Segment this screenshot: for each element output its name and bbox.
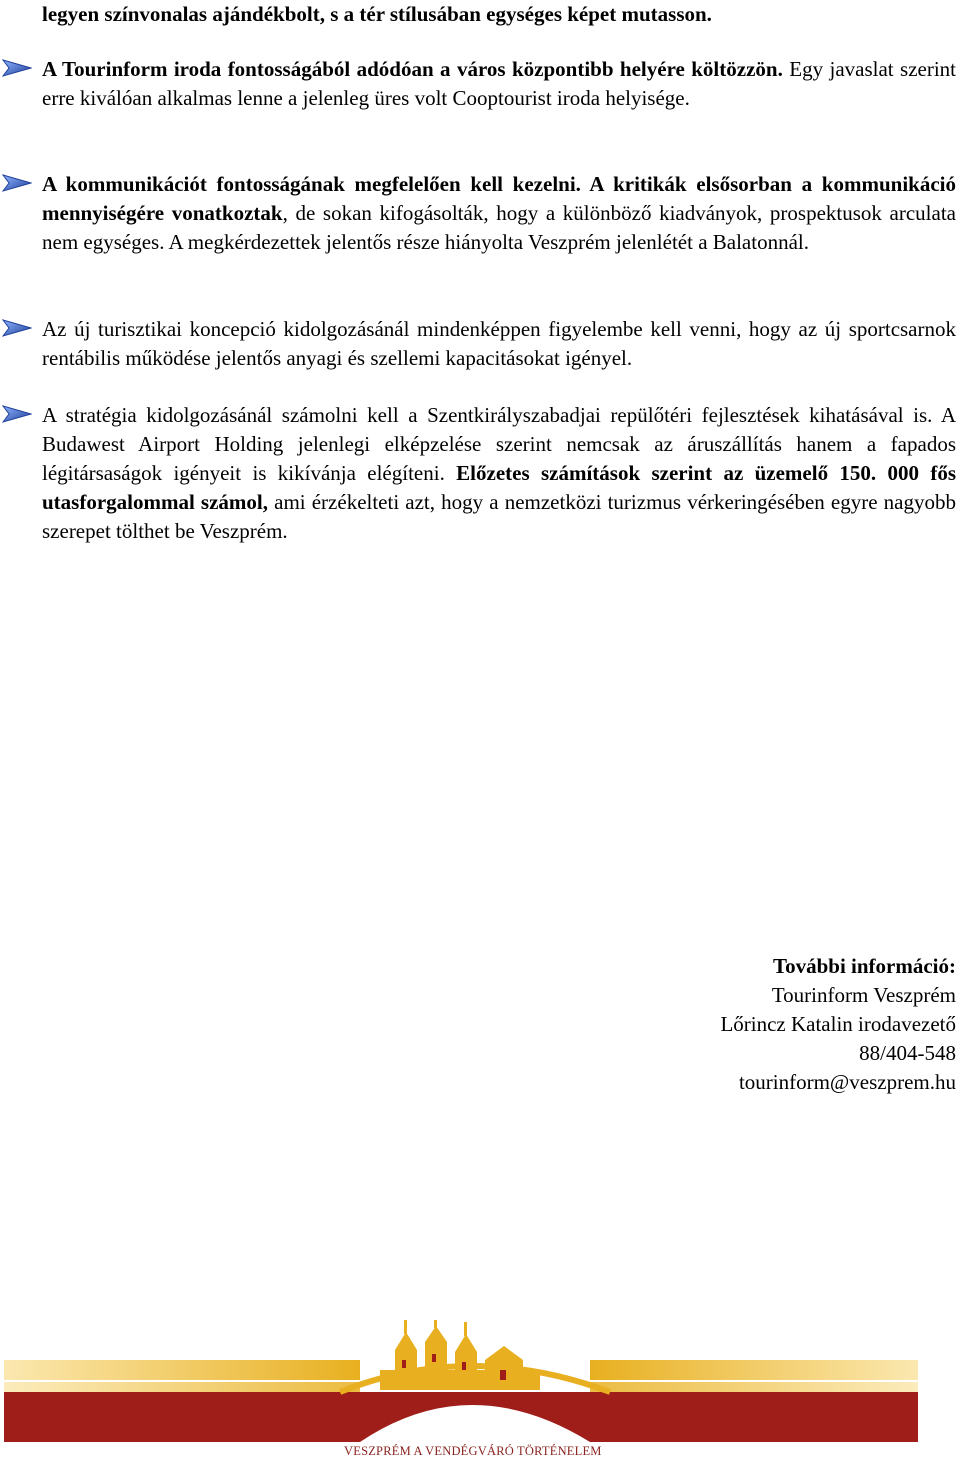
paragraph-4-text-2: ami érzékelteti azt, hogy a nemzetközi turizmus vérkeringésében egyre nagyobb szerepet tölthet be Veszprém. [42,490,956,543]
arrow-bullet-icon [2,58,32,78]
footer-caption: VESZPRÉM A VENDÉGVÁRÓ TÖRTÉNELEM [344,1444,602,1458]
contact-email: tourinform@veszprem.hu [738,1070,956,1094]
paragraph-0 [42,0,956,29]
paragraph-1-bold: A Tourinform iroda fontosságából adódóan a város központibb helyére költözzön. [42,57,783,81]
contact-block [720,952,956,1097]
paragraph-2-bold: A kommunikációt fontosságának megfelelően kell kezelni. A kritikák elsősorban a kommunikáció mennyiségére vonatkoztak [42,172,956,225]
contact-person: Lőrincz Katalin irodavezető [720,1012,956,1036]
paragraph-2 [42,170,956,257]
arrow-bullet-icon [2,318,32,338]
paragraph-1 [42,55,956,113]
paragraph-4-bold: Előzetes számítások szerint az üzemelő 150. 000 fős utasforgalommal számol, [42,461,956,514]
paragraph-2-text: , de sokan kifogásolták, hogy a különböző kiadványok, prospektusok arculata nem egységes. A megkérdezettek jelentős része hiányolta Veszprém jelenlétét a Balatonnál. [42,201,956,254]
paragraph-3-text: Az új turisztikai koncepció kidolgozásánál mindenképpen figyelembe kell venni, hogy az új sportcsarnok rentábilis működése jelentős anyagi és szellemi kapacitásokat igényel. [42,317,956,370]
arrow-bullet-icon [2,404,32,424]
paragraph-1-text: Egy javaslat szerint erre kiválóan alkalmas lenne a jelenleg üres volt Cooptourist iroda helyisége. [42,57,956,110]
paragraph-0-bold: legyen színvonalas ajándékbolt, s a tér stílusában egységes képet mutasson. [42,2,712,26]
contact-heading: További információ: [773,954,956,978]
paragraph-4 [42,401,956,546]
contact-organization: Tourinform Veszprém [771,983,956,1007]
arrow-bullet-icon [2,173,32,193]
veszprem-castle-logo [0,1320,960,1460]
paragraph-4-text-1: A stratégia kidolgozásánál számolni kell a Szentkirályszabadjai repülőtéri fejlesztések kihatásával is. A Budawest Airport Holding jelenlegi elképzelése szerint nemcsak az áruszállítás hanem a fapados légitársaságok igényeit is kikívánja elégíteni. [42,403,956,485]
contact-phone: 88/404-548 [859,1041,956,1065]
paragraph-3 [42,315,956,373]
